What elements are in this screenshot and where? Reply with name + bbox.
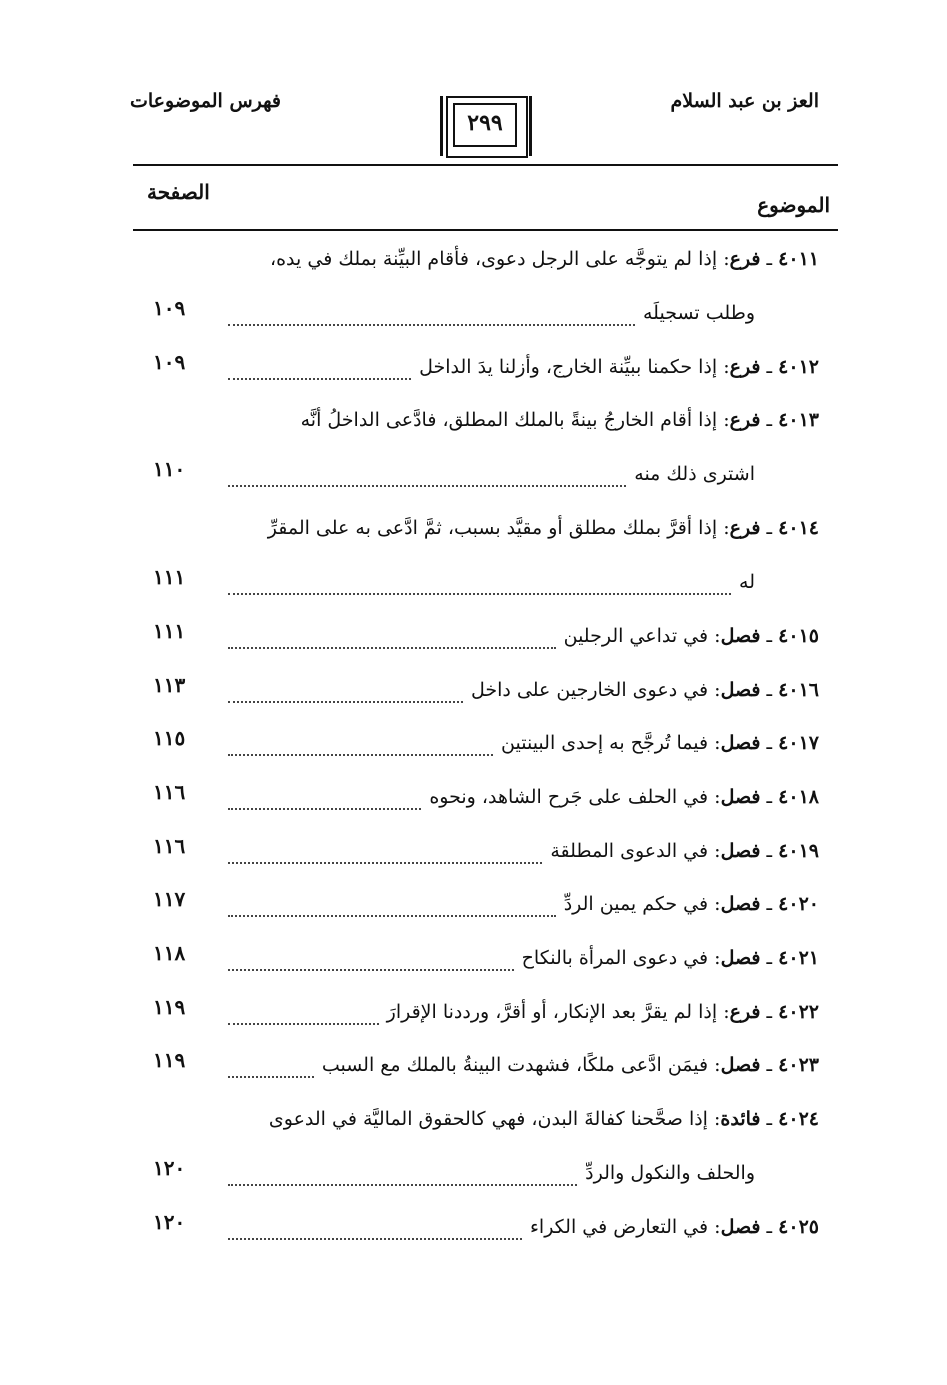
- dot-leader: [228, 593, 731, 595]
- toc-entry-line: ٤٠٢٤ ـ فائدة: إذا صحَّحنا كفالةَ البدن، فهي كالحقوق الماليَّة في الدعوى: [268, 1108, 819, 1131]
- running-head-section: فهرس الموضوعات: [130, 90, 281, 112]
- entry-page-number: ١١٩: [153, 994, 186, 1019]
- entry-kind: فرع: [729, 1000, 761, 1023]
- entry-page-number: ١١٨: [153, 941, 186, 965]
- toc-entry-line: ٤٠١٣ ـ فرع: إذا أقام الخارجُ بينةً بالملك المطلق، فادَّعى الداخلُ أنَّه: [300, 409, 819, 432]
- entry-kind: فائدة: [720, 1108, 761, 1131]
- entry-title-continuation: اشترى ذلك منه: [634, 463, 755, 486]
- entry-kind: فصل: [720, 893, 761, 916]
- entry-page-number: ١١٦: [153, 779, 186, 804]
- entry-page-number: ١١٠: [153, 457, 186, 482]
- entry-title: في دعوى الخارجين على داخل: [470, 678, 709, 701]
- entry-number: ٤٠١٥: [778, 624, 819, 647]
- running-head-author: العز بن عبد السلام: [670, 90, 819, 112]
- entry-kind: فصل: [720, 839, 761, 862]
- entry-title-continuation: له: [739, 571, 755, 594]
- column-heading-page: الصفحة: [147, 180, 210, 204]
- toc-entry-line: ٤٠٢٥ ـ فصل: في التعارض في الكراء: [529, 1215, 819, 1238]
- dot-leader: [228, 1238, 522, 1240]
- column-heading-subject: الموضوع: [757, 193, 830, 217]
- entry-kind: فرع: [729, 355, 761, 378]
- entry-number: ٤٠١٤: [778, 517, 819, 540]
- toc-entry-line: ٤٠١٢ ـ فرع: إذا حكمنا ببيِّنة الخارج، وأزلنا يدَ الداخل: [419, 355, 819, 378]
- entry-kind: فصل: [720, 678, 761, 701]
- entry-kind: فصل: [720, 785, 761, 808]
- dot-leader: [228, 915, 556, 917]
- entry-kind: فرع: [729, 248, 761, 270]
- toc-entry-line: ٤٠١٩ ـ فصل: في الدعوى المطلقة: [550, 839, 819, 862]
- entry-title-continuation: والحلف والنكول والردِّ: [585, 1162, 755, 1185]
- dot-leader: [228, 701, 463, 703]
- entry-page-number: ١٠٩: [153, 349, 186, 374]
- entry-page-number: ١١١: [153, 565, 186, 590]
- toc-entry-line: ٤٠١٦ ـ فصل: في دعوى الخارجين على داخل: [470, 678, 819, 701]
- header-rule: [133, 164, 838, 166]
- dot-leader: [228, 324, 635, 326]
- entry-title: إذا حكمنا ببيِّنة الخارج، وأزلنا يدَ الداخل: [419, 355, 718, 378]
- entry-number: ٤٠٢٠: [778, 893, 819, 916]
- frame-bar-left: [440, 96, 443, 156]
- entry-number: ٤٠٢٣: [778, 1054, 819, 1077]
- entry-title: إذا لم يتوجَّه على الرجل دعوى، فأقام البيِّنة بملك في يده،: [269, 248, 718, 270]
- entry-page-number: ١١٥: [153, 726, 186, 751]
- entry-page-number: ١٢٠: [153, 1156, 186, 1181]
- toc-entry-line: ٤٠١٨ ـ فصل: في الحلف على جَرح الشاهد، ونحوه: [429, 785, 819, 808]
- dot-leader: [228, 647, 556, 649]
- dot-leader: [228, 808, 421, 810]
- toc-entry-line: ٤٠٢٢ ـ فرع: إذا لم يقرَّ بعد الإنكار، أو أقرَّ، ورددنا الإقرارَ: [386, 1000, 819, 1023]
- entry-title: إذا أقرَّ بملك مطلق أو مقيَّد بسبب، ثمَّ ادَّعى به على المقرِّ: [267, 517, 718, 540]
- dot-leader: [228, 378, 411, 380]
- entry-page-number: ١٠٩: [153, 296, 186, 320]
- page-number: ٢٩٩: [467, 110, 503, 136]
- entry-number: ٤٠٢٤: [778, 1108, 819, 1131]
- entry-kind: فصل: [720, 732, 761, 755]
- entry-number: ٤٠١٢: [778, 355, 819, 378]
- entry-number: ٤٠٢١: [778, 947, 819, 969]
- toc-entry-line: ٤٠١٥ ـ فصل: في تداعي الرجلين: [563, 624, 819, 647]
- dot-leader: [228, 969, 514, 971]
- entry-title: إذا صحَّحنا كفالةَ البدن، فهي كالحقوق الماليَّة في الدعوى: [268, 1108, 708, 1131]
- dot-leader: [228, 1076, 314, 1078]
- dot-leader: [228, 1023, 379, 1025]
- entry-number: ٤٠١٩: [778, 839, 819, 862]
- dot-leader: [228, 1184, 577, 1186]
- entry-page-number: ١١٦: [153, 833, 186, 858]
- entry-title: إذا لم يقرَّ بعد الإنكار، أو أقرَّ، ورددنا الإقرارَ: [386, 1000, 718, 1023]
- entry-number: ٤٠١١: [778, 248, 819, 270]
- entry-page-number: ١١٧: [153, 887, 186, 912]
- entry-page-number: ١١٣: [153, 672, 186, 697]
- toc-entry-line: ٤٠٢٠ ـ فصل: في حكم يمين الردِّ: [563, 893, 819, 916]
- toc-entry-line: ٤٠١١ ـ فرع: إذا لم يتوجَّه على الرجل دعوى، فأقام البيِّنة بملك في يده،: [269, 248, 819, 270]
- column-heading-rule: [133, 229, 838, 231]
- toc-entry-line: ٤٠١٧ ـ فصل: فيما تُرجَّح به إحدى البينتين: [501, 732, 819, 755]
- entry-title: فيمَن ادَّعى ملكًا، فشهدت البينةُ بالملك مع السبب: [321, 1054, 709, 1077]
- entry-number: ٤٠١٧: [778, 732, 819, 755]
- entry-title: في الحلف على جَرح الشاهد، ونحوه: [429, 785, 709, 808]
- entry-number: ٤٠١٨: [778, 785, 819, 808]
- entry-page-number: ١١١: [153, 618, 186, 643]
- entry-number: ٤٠١٦: [778, 678, 819, 701]
- entry-title: في حكم يمين الردِّ: [563, 893, 709, 916]
- entry-kind: فرع: [729, 517, 761, 540]
- entry-title: إذا أقام الخارجُ بينةً بالملك المطلق، فادَّعى الداخلُ أنَّه: [300, 409, 718, 432]
- entry-number: ٤٠١٣: [778, 409, 819, 432]
- entry-kind: فصل: [720, 1054, 761, 1077]
- entry-title: في الدعوى المطلقة: [550, 839, 709, 862]
- page-number-box: [446, 96, 526, 156]
- entry-number: ٤٠٢٥: [778, 1215, 819, 1238]
- dot-leader: [228, 485, 626, 487]
- entry-title: في التعارض في الكراء: [529, 1215, 709, 1238]
- frame-bar-right: [529, 96, 532, 156]
- entry-kind: فصل: [720, 624, 761, 647]
- entry-number: ٤٠٢٢: [778, 1000, 819, 1023]
- entry-title-continuation: وطلب تسجيلَه: [643, 302, 755, 324]
- entry-page-number: ١٢٠: [153, 1209, 186, 1234]
- toc-entry-line: ٤٠٢٣ ـ فصل: فيمَن ادَّعى ملكًا، فشهدت البينةُ بالملك مع السبب: [321, 1054, 819, 1077]
- entry-kind: فصل: [720, 947, 761, 969]
- toc-entry-line: ٤٠١٤ ـ فرع: إذا أقرَّ بملك مطلق أو مقيَّد بسبب، ثمَّ ادَّعى به على المقرِّ: [267, 517, 819, 540]
- entry-kind: فصل: [720, 1215, 761, 1238]
- entry-title: فيما تُرجَّح به إحدى البينتين: [501, 732, 709, 755]
- toc-entry-line: ٤٠٢١ ـ فصل: في دعوى المرأة بالنكاح: [521, 947, 819, 969]
- entry-title: في تداعي الرجلين: [563, 624, 709, 647]
- entry-title: في دعوى المرأة بالنكاح: [521, 947, 709, 969]
- entry-kind: فرع: [729, 409, 761, 432]
- entry-page-number: ١١٩: [153, 1048, 186, 1073]
- dot-leader: [228, 754, 493, 756]
- dot-leader: [228, 862, 542, 864]
